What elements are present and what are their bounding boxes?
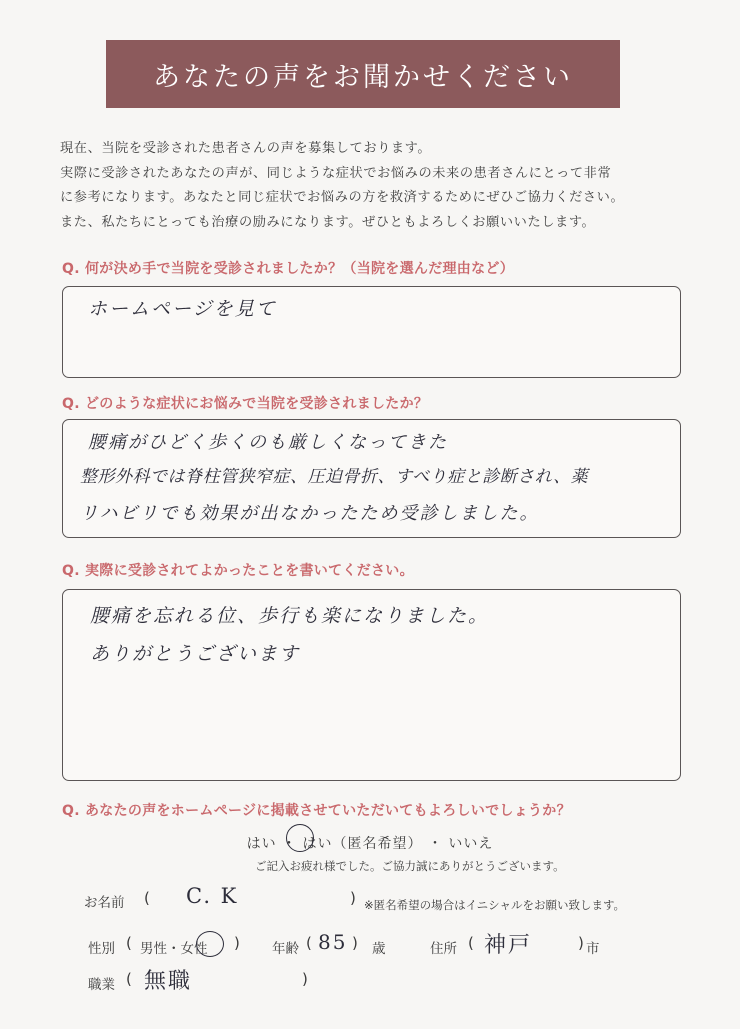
- name-label: お名前: [84, 895, 125, 911]
- address-value[interactable]: 神戸: [484, 933, 533, 958]
- intro-line: 現在、当院を受診された患者さんの声を募集しております。: [60, 141, 432, 156]
- gender-selection-circle: [196, 931, 224, 957]
- selection-circle-mark: [286, 824, 314, 852]
- address-close-paren: ): [578, 934, 584, 952]
- age-value[interactable]: 85: [318, 930, 348, 954]
- answer-3-line: 腰痛を忘れる位、歩行も楽になりました。: [90, 605, 490, 627]
- answer-2-line: 腰痛がひどく歩くのも厳しくなってきた: [88, 432, 448, 453]
- intro-line: 実際に受診されたあなたの声が、同じような症状でお悩みの未来の患者さんにとって非常: [60, 165, 612, 181]
- name-close-paren: ): [350, 889, 356, 907]
- gender-label: 性別: [88, 941, 115, 957]
- title-banner: [106, 40, 620, 108]
- name-open-paren: (: [144, 889, 150, 907]
- occupation-value[interactable]: 無職: [144, 969, 193, 994]
- occupation-close-paren: ): [302, 970, 308, 988]
- question-2-label: Q. どのような症状にお悩みで当院を受診されましたか？: [62, 396, 429, 412]
- answer-1-line: ホームページを見て: [88, 298, 277, 320]
- publish-question-label: Q. あなたの声をホームページに掲載させていただいてもよろしいでしょうか？: [62, 803, 571, 819]
- publish-options[interactable]: はい ・ はい（匿名希望） ・ いいえ: [246, 836, 494, 852]
- gender-close-paren: ): [234, 934, 240, 952]
- age-open-paren: (: [306, 934, 312, 952]
- intro-line: また、私たちにとっても治療の励みになります。ぜひともよろしくお願いいたします。: [60, 214, 596, 230]
- gender-open-paren: (: [126, 934, 132, 952]
- age-unit: 歳: [372, 941, 386, 957]
- address-open-paren: (: [468, 934, 474, 952]
- address-label: 住所: [430, 941, 457, 957]
- occupation-label: 職業: [88, 977, 115, 993]
- name-value[interactable]: C. K: [186, 884, 239, 908]
- age-label: 年齢: [272, 941, 299, 957]
- thanks-text: ご記入お疲れ様でした。ご協力誠にありがとうございます。: [255, 859, 565, 873]
- answer-2-line: 整形外科では脊柱管狭窄症、圧迫骨折、すべり症と診断され、薬: [80, 467, 589, 487]
- answer-3-line: ありがとうございます: [90, 643, 301, 665]
- answer-2-line: リハビリでも効果が出なかったため受診しました。: [80, 503, 540, 524]
- address-unit: 市: [586, 941, 600, 957]
- name-note: ※匿名希望の場合はイニシャルをお願い致します。: [364, 898, 626, 912]
- occupation-open-paren: (: [126, 970, 132, 988]
- page-title: あなたの声をお聞かせください: [153, 61, 573, 93]
- gender-options[interactable]: 男性・女性: [140, 941, 208, 957]
- question-1-label: Q. 何が決め手で当院を受診されましたか？（当院を選んだ理由など）: [62, 261, 514, 277]
- question-3-label: Q. 実際に受診されてよかったことを書いてください。: [62, 563, 414, 579]
- age-close-paren: ): [352, 934, 358, 952]
- intro-line: に参考になります。あなたと同じ症状でお悩みの方を救済するためにぜひご協力ください。: [60, 190, 625, 205]
- intro-text: [60, 137, 700, 235]
